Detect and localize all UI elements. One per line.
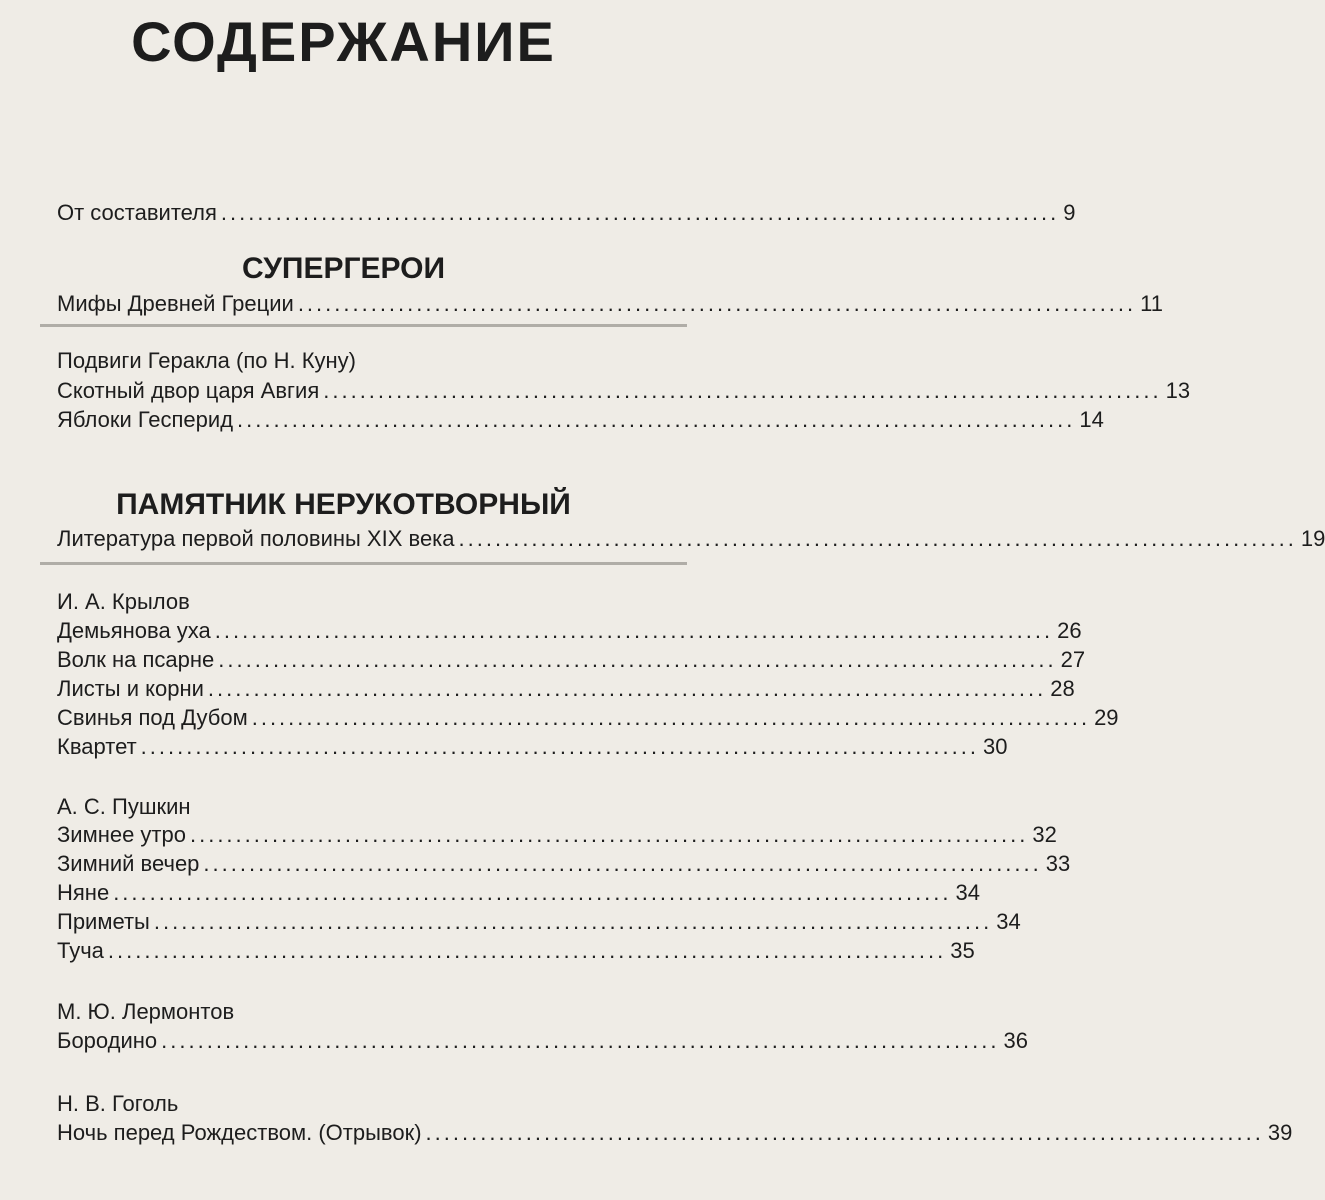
toc-entry[interactable] — [57, 674, 1075, 704]
group-heading: Подвиги Геракла (по Н. Куну) — [57, 348, 356, 373]
toc-entry-page: 34 — [996, 909, 1021, 934]
toc-entry-label: Листы и корни — [57, 676, 204, 701]
author-heading: Н. В. Гоголь — [57, 1091, 179, 1116]
toc-entry-label: Демьянова уха — [57, 618, 211, 643]
toc-entry-page: 13 — [1165, 378, 1191, 403]
toc-entry-page: 32 — [1032, 822, 1057, 847]
toc-entry-label: Квартет — [57, 734, 137, 759]
toc-entry[interactable] — [57, 645, 1086, 675]
leader-dots: ............................................................................................ — [189, 822, 1029, 847]
leader-dots: ............................................................................................ — [425, 1120, 1264, 1145]
leader-dots: ............................................................................................ — [218, 647, 1057, 672]
leader-dots: ............................................................................................ — [458, 526, 1297, 551]
leader-dots: ............................................................................................ — [207, 676, 1047, 701]
toc-entry-page: 35 — [950, 938, 975, 963]
leader-dots: ............................................................................................ — [237, 407, 1076, 432]
toc-entry-label: Бородино — [57, 1028, 158, 1053]
toc-entry-page: 36 — [1003, 1028, 1028, 1053]
leader-dots: ............................................................................................ — [297, 291, 1137, 316]
author-heading: М. Ю. Лермонтов — [57, 999, 235, 1024]
toc-entry[interactable] — [57, 289, 1163, 319]
leader-dots: ............................................................................................ — [220, 200, 1060, 225]
toc-entry-label: Приметы — [57, 909, 150, 934]
toc-entry[interactable] — [57, 524, 1325, 554]
toc-entry[interactable] — [57, 376, 1191, 406]
leader-dots: ............................................................................................ — [107, 938, 947, 963]
toc-entry-label: Зимнее утро — [57, 822, 186, 847]
toc-entry[interactable] — [57, 1118, 1293, 1148]
author-heading: И. А. Крылов — [57, 589, 190, 614]
toc-entry-intro[interactable] — [57, 198, 1076, 228]
toc-entry[interactable] — [57, 732, 1008, 762]
leader-dots: ............................................................................................ — [251, 705, 1091, 730]
leader-dots: ............................................................................................ — [140, 734, 979, 759]
toc-entry-page: 19 — [1300, 526, 1325, 551]
toc-entry-page: 28 — [1050, 676, 1075, 701]
toc-entry-page: 29 — [1094, 705, 1119, 730]
toc-entry-label: Ночь перед Рождеством. (Отрывок) — [57, 1120, 422, 1145]
toc-entry-page: 9 — [1063, 200, 1076, 225]
leader-dots: ............................................................................................ — [323, 378, 1162, 403]
toc-entry-page: 39 — [1267, 1120, 1293, 1145]
toc-entry-label: Яблоки Гесперид — [57, 407, 234, 432]
toc-entry[interactable] — [57, 907, 1021, 937]
author-heading: А. С. Пушкин — [57, 794, 191, 819]
divider — [40, 562, 687, 565]
toc-entry-label: Волк на псарне — [57, 647, 215, 672]
toc-entry-page: 14 — [1079, 407, 1104, 432]
section-title: ПАМЯТНИК НЕРУКОТВОРНЫЙ — [116, 488, 571, 521]
toc-entry[interactable] — [57, 1026, 1028, 1056]
toc-entry-page: 30 — [983, 734, 1008, 759]
toc-entry[interactable] — [57, 936, 975, 966]
toc-entry-page: 27 — [1060, 647, 1086, 672]
toc-entry[interactable] — [57, 849, 1071, 879]
leader-dots: ............................................................................................ — [113, 880, 952, 905]
toc-entry[interactable] — [57, 820, 1057, 850]
toc-entry-label: Туча — [57, 938, 104, 963]
toc-entry[interactable] — [57, 405, 1104, 435]
leader-dots: ............................................................................................ — [161, 1028, 1000, 1053]
toc-entry-label: Свинья под Дубом — [57, 705, 248, 730]
toc-entry-page: 34 — [955, 880, 981, 905]
toc-entry-label: Скотный двор царя Авгия — [57, 378, 320, 403]
toc-entry[interactable] — [57, 616, 1082, 646]
toc-entry-label: Зимний вечер — [57, 851, 200, 876]
toc-entry[interactable] — [57, 878, 981, 908]
leader-dots: ............................................................................................ — [214, 618, 1054, 643]
page-title: СОДЕРЖАНИЕ — [131, 10, 556, 73]
leader-dots: ............................................................................................ — [203, 851, 1042, 876]
toc-entry[interactable] — [57, 703, 1119, 733]
toc-entry-label: Няне — [57, 880, 110, 905]
toc-entry-page: 11 — [1140, 291, 1163, 316]
toc-entry-page: 26 — [1057, 618, 1082, 643]
toc-entry-label: Литература первой половины XIX века — [57, 526, 455, 551]
toc-entry-label: От составителя — [57, 200, 217, 225]
divider — [40, 324, 687, 327]
leader-dots: ............................................................................................ — [153, 909, 993, 934]
toc-entry-page: 33 — [1045, 851, 1071, 876]
toc-entry-label: Мифы Древней Греции — [57, 291, 294, 316]
section-title: СУПЕРГЕРОИ — [241, 252, 446, 285]
